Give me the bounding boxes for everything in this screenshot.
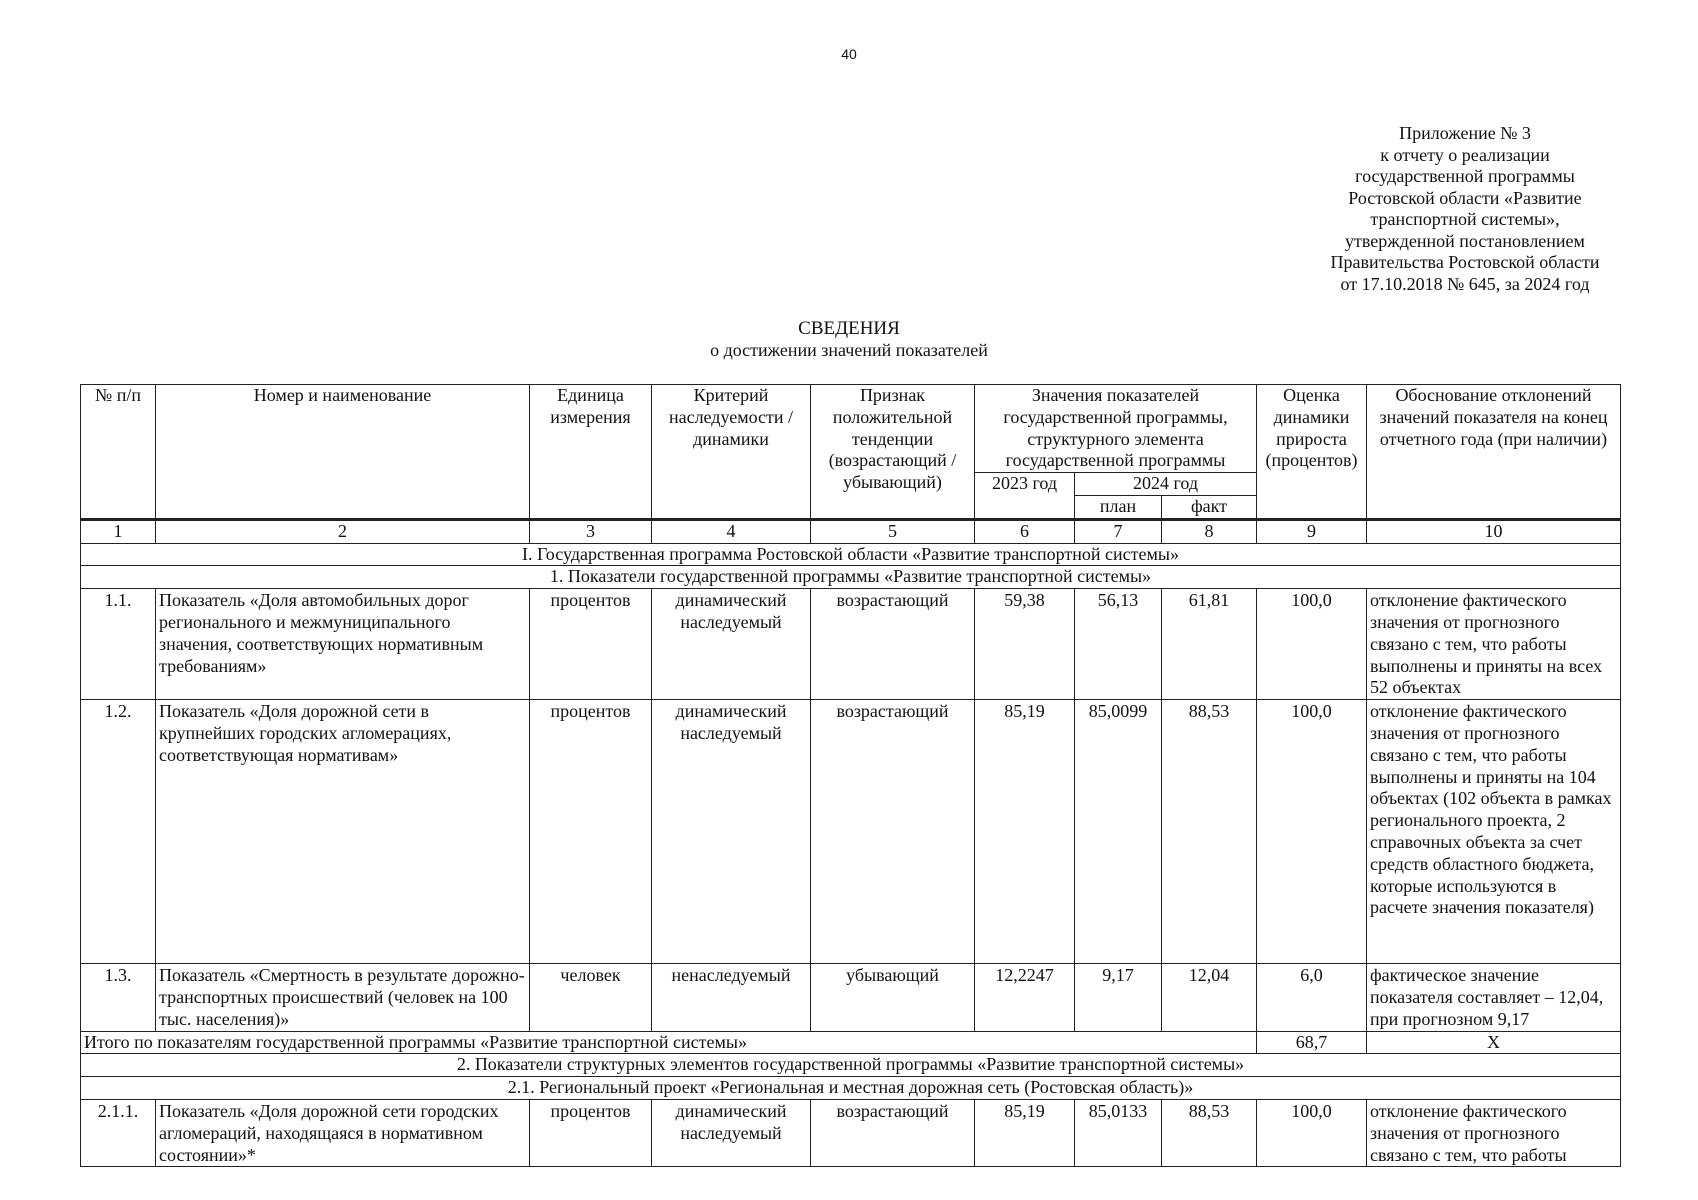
appendix-line: транспортной системы», (1370, 209, 1560, 229)
row-score: 6,0 (1257, 964, 1367, 1031)
row-num: 1.2. (81, 700, 156, 964)
column-number: 1 (81, 519, 156, 543)
header-row (81, 385, 1621, 473)
appendix-note (1290, 123, 1640, 295)
header-year-2024: 2024 год (1075, 473, 1257, 496)
row-trend: возрастающий (811, 589, 975, 700)
header-unit: Единица измерения (530, 385, 652, 520)
column-number: 5 (811, 519, 975, 543)
row-value-2023: 59,38 (975, 589, 1075, 700)
header-values-group: Значения показателей государственной программы, структурного элемента государственной программы (975, 385, 1257, 473)
column-number: 9 (1257, 519, 1367, 543)
row-num: 1.1. (81, 589, 156, 700)
row-num: 1.3. (81, 964, 156, 1031)
row-plan: 56,13 (1075, 589, 1162, 700)
appendix-line: от 17.10.2018 № 645, за 2024 год (1340, 273, 1590, 294)
total-row (81, 1031, 1621, 1054)
row-name: Показатель «Доля автомобильных дорог регионального и межмуниципального значения, соответствующих нормативным требованиям» (156, 589, 530, 700)
subsection-row (81, 566, 1621, 589)
total-label: Итого по показателям государственной программы «Развитие транспортной системы» (81, 1031, 1257, 1054)
row-plan: 85,0133 (1075, 1099, 1162, 1166)
row-reason: фактическое значение показателя составляет – 12,04, при прогнозном 9,17 (1367, 964, 1621, 1031)
section-row (81, 543, 1621, 566)
total-reason: Х (1367, 1031, 1621, 1054)
header-num: № п/п (81, 385, 156, 520)
header-score: Оценка динамики прироста (процентов) (1257, 385, 1367, 520)
document-subtitle: о достижении значений показателей (710, 340, 988, 360)
page-number: 40 (841, 46, 857, 62)
column-number: 7 (1075, 519, 1162, 543)
row-unit: процентов (530, 589, 652, 700)
indicators-table (80, 384, 1621, 1167)
row-score: 100,0 (1257, 1099, 1367, 1166)
row-reason: отклонение фактического значения от прогнозного связано с тем, что работы выполнены и приняты на 104 объектах (102 объекта в рамках регионального проекта, 2 справочных объекта за счет средств областного бюджета, которые используются в расчете значения показателя) (1367, 700, 1621, 964)
column-number: 6 (975, 519, 1075, 543)
appendix-line: Приложение № 3 (1399, 123, 1531, 143)
document-title: СВЕДЕНИЯ (798, 318, 900, 339)
row-trend: возрастающий (811, 700, 975, 964)
row-score: 100,0 (1257, 700, 1367, 964)
column-number: 4 (652, 519, 811, 543)
table-row (81, 700, 1621, 964)
header-reason: Обоснование отклонений значений показателя на конец отчетного года (при наличии) (1367, 385, 1621, 520)
appendix-line: государственной программы (1355, 166, 1575, 186)
row-plan: 9,17 (1075, 964, 1162, 1031)
subsection-title: 2.1. Региональный проект «Региональная и местная дорожная сеть (Ростовская область)» (81, 1077, 1621, 1100)
header-name: Номер и наименование (156, 385, 530, 520)
row-plan: 85,0099 (1075, 700, 1162, 964)
column-number: 2 (156, 519, 530, 543)
row-criterion: динамический наследуемый (652, 700, 811, 964)
table-row (81, 589, 1621, 700)
total-score: 68,7 (1257, 1031, 1367, 1054)
row-criterion: ненаследуемый (652, 964, 811, 1031)
subsection-title: 1. Показатели государственной программы «Развитие транспортной системы» (81, 566, 1621, 589)
header-criterion: Критерий наследуемости / динамики (652, 385, 811, 520)
section-title: I. Государственная программа Ростовской области «Развитие транспортной системы» (81, 543, 1621, 566)
subsection-title: 2. Показатели структурных элементов государственной программы «Развитие транспортной системы» (81, 1054, 1621, 1077)
row-value-2023: 12,2247 (975, 964, 1075, 1031)
header-plan: план (1075, 495, 1162, 519)
row-fact: 88,53 (1162, 1099, 1257, 1166)
column-number: 8 (1162, 519, 1257, 543)
row-unit: процентов (530, 1099, 652, 1166)
appendix-line: Ростовской области «Развитие (1348, 187, 1582, 208)
row-fact: 88,53 (1162, 700, 1257, 964)
appendix-line: к отчету о реализации (1380, 144, 1550, 165)
row-unit: человек (530, 964, 652, 1031)
row-name: Показатель «Доля дорожной сети городских агломераций, находящаяся в нормативном состоянии»* (156, 1099, 530, 1166)
row-fact: 61,81 (1162, 589, 1257, 700)
appendix-line: Правительства Ростовской области (1330, 252, 1600, 272)
header-year-2023: 2023 год (975, 473, 1075, 520)
column-number: 10 (1367, 519, 1621, 543)
header-fact: факт (1162, 495, 1257, 519)
row-value-2023: 85,19 (975, 1099, 1075, 1166)
row-name: Показатель «Доля дорожной сети в крупнейших городских агломерациях, соответствующая нормативам» (156, 700, 530, 964)
column-numbers-row (81, 519, 1621, 543)
row-trend: убывающий (811, 964, 975, 1031)
appendix-line: утвержденной постановлением (1345, 230, 1585, 251)
row-num: 2.1.1. (81, 1099, 156, 1166)
row-score: 100,0 (1257, 589, 1367, 700)
row-fact: 12,04 (1162, 964, 1257, 1031)
subsection-row (81, 1077, 1621, 1100)
table-row (81, 964, 1621, 1031)
row-criterion: динамический наследуемый (652, 1099, 811, 1166)
row-name: Показатель «Смертность в результате дорожно-транспортных происшествий (человек на 100 тыс. населения)» (156, 964, 530, 1031)
header-trend: Признак положительной тенденции (возрастающий / убывающий) (811, 385, 975, 520)
row-reason: отклонение фактического значения от прогнозного связано с тем, что работы (1367, 1099, 1621, 1166)
table-row (81, 1099, 1621, 1166)
column-number: 3 (530, 519, 652, 543)
subsection-row (81, 1054, 1621, 1077)
row-unit: процентов (530, 700, 652, 964)
row-value-2023: 85,19 (975, 700, 1075, 964)
row-trend: возрастающий (811, 1099, 975, 1166)
row-criterion: динамический наследуемый (652, 589, 811, 700)
row-reason: отклонение фактического значения от прогнозного связано с тем, что работы выполнены и приняты на всех 52 объектах (1367, 589, 1621, 700)
